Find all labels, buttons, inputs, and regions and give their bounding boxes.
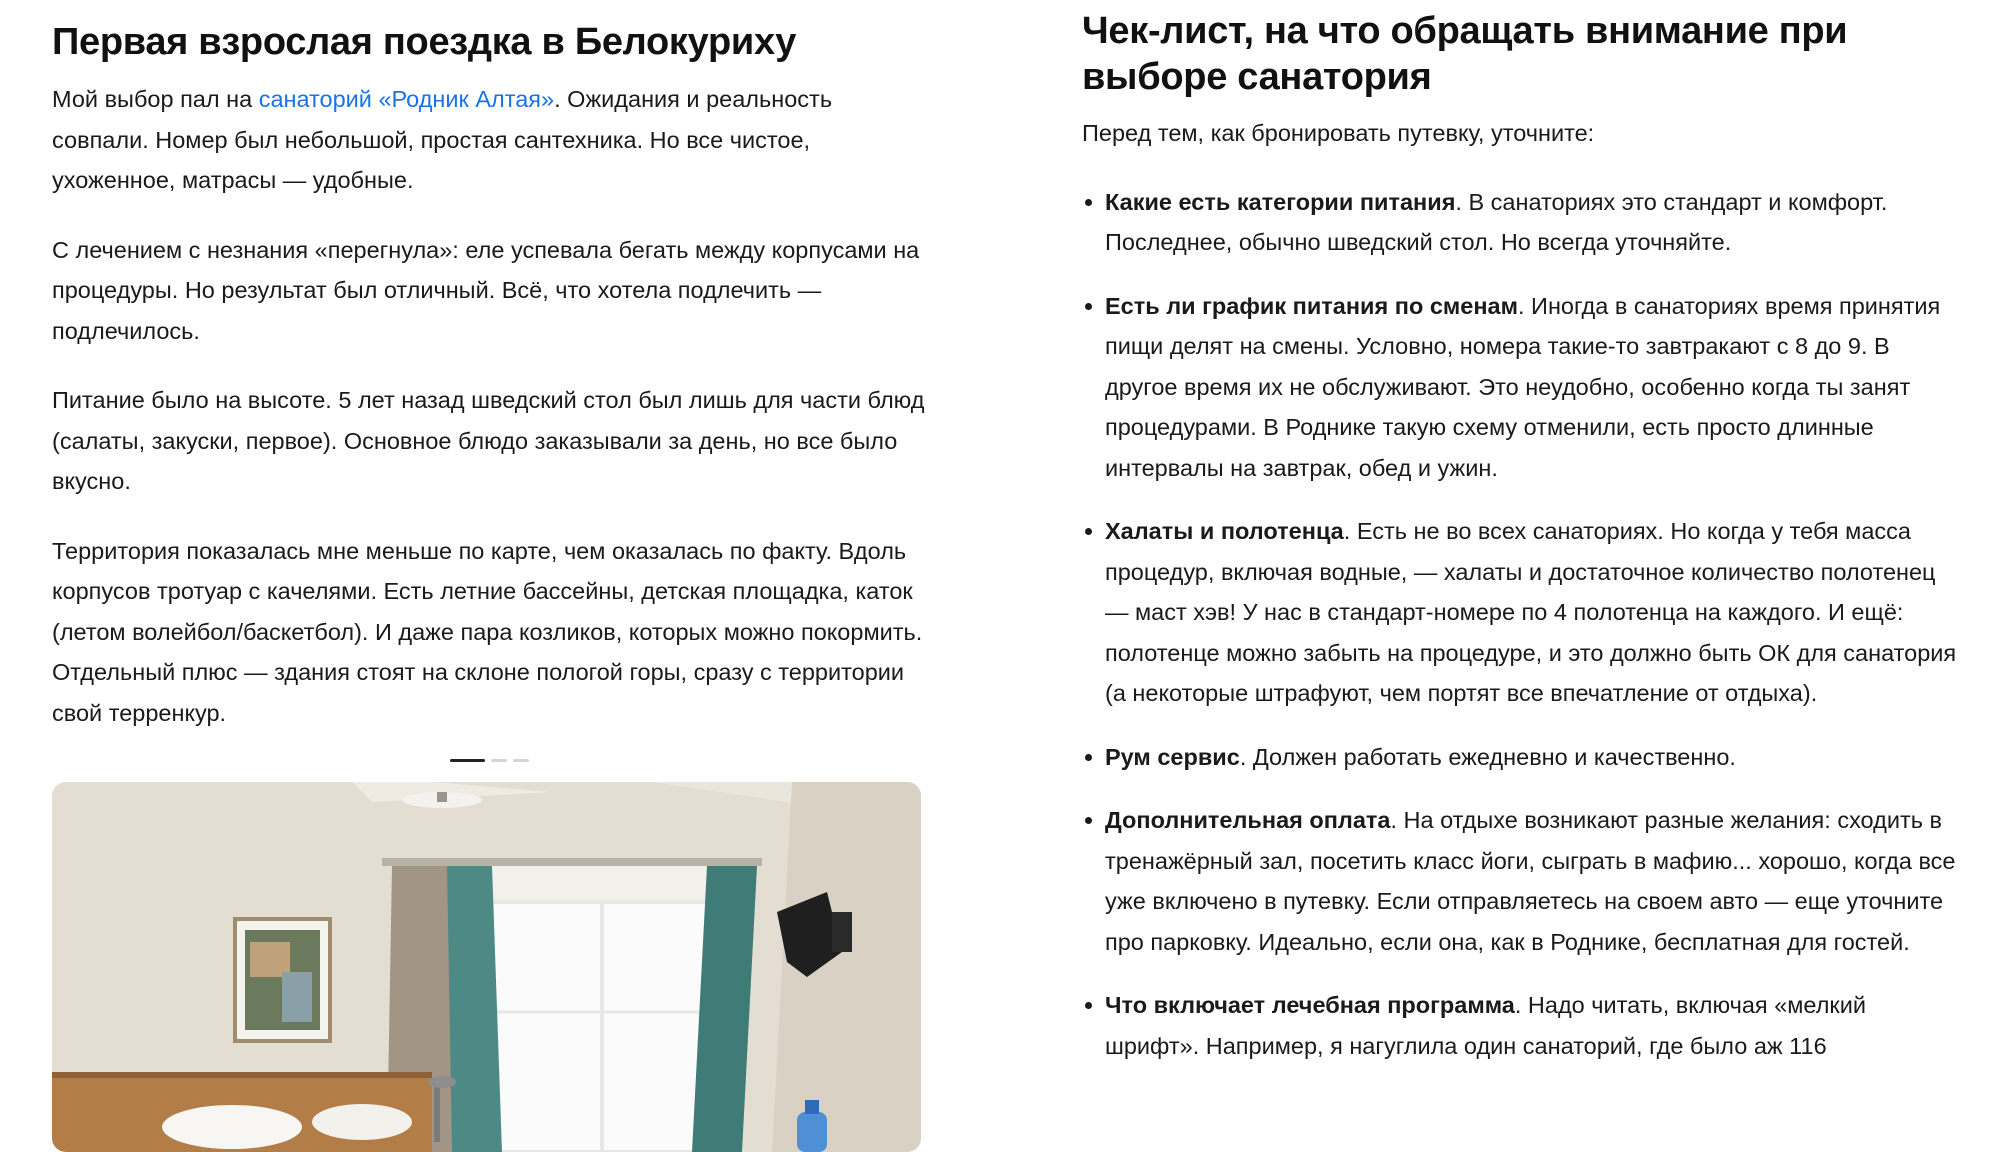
checklist-item (1082, 800, 1962, 962)
checklist (1082, 182, 1962, 1067)
checklist-item-text: . В санаториях это стандарт и комфорт. Последнее, обычно шведский стол. Но всегда уточняйте. (1105, 188, 1888, 255)
left-paragraph-4: Территория показалась мне меньше по карте, чем оказалась по факту. Вдоль корпусов тротуар с качелями. Есть летние бассейны, детская площадка, каток (летом волейбол/баскетбол). И даже пара козликов, которых можно покормить. Отдельный плюс — здания стоят на склоне пологой горы, сразу с территории свой терренкур. (52, 537, 923, 726)
hotel-room-illustration (52, 782, 921, 1152)
checklist-item (1082, 286, 1962, 489)
left-paragraph-1 (52, 79, 932, 201)
left-paragraph-2: С лечением с незнания «перегнула»: еле успевала бегать между корпусами на процедуры. Но результат был отличный. Всё, что хотела подлечить — подлечилось. (52, 236, 920, 344)
checklist-item-text: . Должен работать ежедневно и качественно. (1239, 743, 1736, 770)
checklist-item-heading: Дополнительная оплата (1105, 807, 1391, 833)
checklist-item-text: . На отдыхе возникают разные желания: сходить в тренажёрный зал, посетить класс йоги, сыграть в мафию... хорошо, когда все уже включено в путевку. Если отправляетесь на своем авто — еще уточните про парковку. Идеально, если она, как в Роднике, бесплатная для гостей. (1105, 807, 1956, 955)
checklist-item (1082, 182, 1962, 263)
left-paragraph-1-before: Мой выбор пал на (52, 86, 259, 112)
checklist-item (1082, 511, 1962, 714)
checklist-title: Чек-лист, на что обращать внимание при выборе санатория (1082, 10, 1848, 98)
checklist-item-heading: Рум сервис (1105, 743, 1240, 770)
sanatorium-link[interactable]: санаторий «Родник Алтая» (258, 86, 555, 112)
checklist-item-heading: Что включает лечебная программа (1105, 992, 1515, 1018)
left-column (52, 0, 932, 733)
checklist-item-heading: Халаты и полотенца (1105, 518, 1344, 544)
carousel-dot-3[interactable] (513, 759, 529, 762)
checklist-item-text: . Есть не во всех санаториях. Но когда у тебя масса процедур, включая водные, — халаты и достаточное количество полотенец — маст хэв! У нас в стандарт-номере по 4 полотенца на каждого. И ещё: полотенце можно забыть на процедуре, и это должно быть ОК для санатория (а некоторые штрафуют, чем портят все впечатление от отдыха). (1105, 518, 1957, 706)
carousel-dot-1[interactable] (450, 759, 485, 762)
right-column (1082, 0, 1962, 1089)
left-article-title: Первая взрослая поездка в Белокуриху (52, 21, 797, 63)
checklist-item (1082, 985, 1962, 1066)
left-paragraph-1-after: . Ожидания и реальность совпали. Номер был небольшой, простая сантехника. Но все чистое, ухоженное, матрасы — удобные. (52, 86, 833, 193)
carousel-indicator (450, 759, 529, 762)
checklist-intro: Перед тем, как бронировать путевку, уточните: (1082, 120, 1595, 146)
checklist-item-text: . Иногда в санаториях время принятия пищи делят на смены. Условно, номера такие-то завтракают с 8 до 9. В другое время их не обслуживают. Это неудобно, особенно когда ты занят процедурами. В Роднике такую схему отменили, есть просто длинные интервалы на завтрак, обед и ужин. (1105, 292, 1941, 481)
checklist-item (1082, 737, 1962, 778)
hotel-room-photo[interactable] (52, 782, 921, 1152)
checklist-item-heading: Есть ли график питания по сменам (1105, 292, 1518, 319)
left-paragraph-3: Питание было на высоте. 5 лет назад шведский стол был лишь для части блюд (салаты, закуски, первое). Основное блюдо заказывали за день, но все было вкусно. (52, 387, 925, 494)
carousel-dot-2[interactable] (491, 759, 507, 762)
checklist-item-text: . Надо читать, включая «мелкий шрифт». Например, я нагуглила один санаторий, где было аж 116 (1105, 992, 1866, 1059)
checklist-item-heading: Какие есть категории питания (1105, 188, 1456, 215)
